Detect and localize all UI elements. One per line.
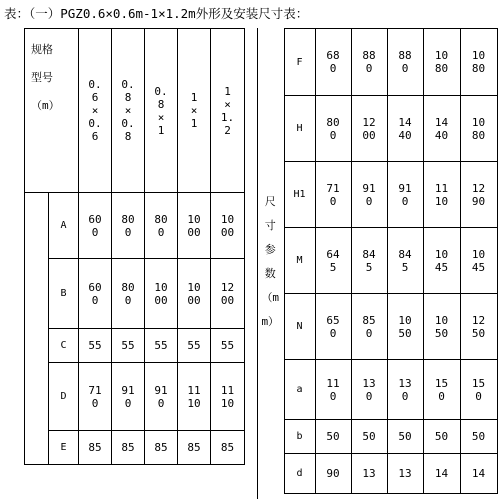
header-text: （m） (31, 99, 60, 112)
value-cell: 10 45 (460, 228, 497, 294)
row-label: A (49, 193, 79, 259)
row-label: d (284, 454, 315, 494)
value-cell: 50 (423, 420, 460, 454)
value-cell: 10 00 (178, 193, 211, 259)
row-label: D (49, 363, 79, 431)
value-cell: 10 80 (460, 96, 497, 162)
value-cell: 13 (351, 454, 387, 494)
table-row (257, 454, 497, 494)
value-cell: 65 0 (315, 294, 351, 360)
value-cell: 11 10 (178, 363, 211, 431)
value-cell: 13 0 (351, 360, 387, 420)
value-cell: 10 00 (145, 259, 178, 329)
table-row (257, 360, 497, 420)
value-cell: 10 45 (423, 228, 460, 294)
value-cell: 85 (211, 431, 245, 465)
dimension-group-label: 尺 寸 参 数 （m m） (257, 29, 284, 494)
value-cell: 55 (79, 329, 112, 363)
row-label: F (284, 29, 315, 96)
value-cell: 60 0 (79, 193, 112, 259)
table-row (25, 431, 245, 465)
value-cell: 12 00 (351, 96, 387, 162)
value-cell: 10 50 (387, 294, 423, 360)
header-row (25, 29, 245, 193)
table-row (257, 29, 497, 96)
row-label: B (49, 259, 79, 329)
model-cell: 1 × 1. 2 (211, 29, 245, 193)
value-cell: 91 0 (112, 363, 145, 431)
value-cell: 11 10 (211, 363, 245, 431)
value-cell: 12 00 (211, 259, 245, 329)
value-cell: 14 (460, 454, 497, 494)
value-cell: 84 5 (351, 228, 387, 294)
header-text: 型号 (31, 71, 53, 84)
value-cell: 71 0 (79, 363, 112, 431)
value-cell: 10 80 (460, 29, 497, 96)
row-label: b (284, 420, 315, 454)
value-cell: 13 (387, 454, 423, 494)
value-cell: 55 (211, 329, 245, 363)
value-cell: 80 0 (112, 259, 145, 329)
spec-model-header (25, 29, 79, 193)
value-cell: 12 90 (460, 162, 497, 228)
value-cell: 91 0 (351, 162, 387, 228)
value-cell: 12 50 (460, 294, 497, 360)
value-cell: 11 10 (423, 162, 460, 228)
model-cell: 0. 8 × 1 (145, 29, 178, 193)
value-cell: 15 0 (460, 360, 497, 420)
value-cell: 90 (315, 454, 351, 494)
table-row (257, 228, 497, 294)
value-cell: 55 (112, 329, 145, 363)
value-cell: 50 (315, 420, 351, 454)
group-spacer (25, 193, 49, 465)
spec-table-right (257, 28, 498, 494)
row-label: M (284, 228, 315, 294)
row-label: H1 (284, 162, 315, 228)
value-cell: 88 0 (351, 29, 387, 96)
value-cell: 85 (178, 431, 211, 465)
value-cell: 71 0 (315, 162, 351, 228)
value-cell: 50 (351, 420, 387, 454)
value-cell: 13 0 (387, 360, 423, 420)
row-label: N (284, 294, 315, 360)
row-label: E (49, 431, 79, 465)
value-cell: 68 0 (315, 29, 351, 96)
value-cell: 80 0 (315, 96, 351, 162)
value-cell: 14 (423, 454, 460, 494)
row-label: C (49, 329, 79, 363)
value-cell: 60 0 (79, 259, 112, 329)
value-cell: 80 0 (145, 193, 178, 259)
value-cell: 55 (145, 329, 178, 363)
value-cell: 85 (112, 431, 145, 465)
value-cell: 15 0 (423, 360, 460, 420)
row-label: H (284, 96, 315, 162)
table-row (25, 193, 245, 259)
value-cell: 10 80 (423, 29, 460, 96)
row-label: a (284, 360, 315, 420)
table-row (25, 363, 245, 431)
value-cell: 85 (79, 431, 112, 465)
value-cell: 14 40 (423, 96, 460, 162)
value-cell: 50 (460, 420, 497, 454)
value-cell: 85 0 (351, 294, 387, 360)
model-cell: 0. 6 × 0. 6 (79, 29, 112, 193)
value-cell: 88 0 (387, 29, 423, 96)
spec-table-left (24, 28, 245, 465)
value-cell: 80 0 (112, 193, 145, 259)
table-row (25, 329, 245, 363)
value-cell: 91 0 (145, 363, 178, 431)
value-cell: 11 0 (315, 360, 351, 420)
value-cell: 10 50 (423, 294, 460, 360)
page-title: 表：（一）PGZ0.6×0.6m-1×1.2m外形及安装尺寸表： (4, 6, 309, 21)
header-text: 规格 (31, 43, 53, 56)
value-cell: 10 00 (178, 259, 211, 329)
value-cell: 14 40 (387, 96, 423, 162)
value-cell: 50 (387, 420, 423, 454)
value-cell: 85 (145, 431, 178, 465)
value-cell: 64 5 (315, 228, 351, 294)
table-row (257, 420, 497, 454)
table-row (25, 259, 245, 329)
table-row (257, 96, 497, 162)
model-cell: 0. 8 × 0. 8 (112, 29, 145, 193)
value-cell: 10 00 (211, 193, 245, 259)
table-row (257, 162, 497, 228)
table-row (257, 294, 497, 360)
model-cell: 1 × 1 (178, 29, 211, 193)
value-cell: 55 (178, 329, 211, 363)
value-cell: 84 5 (387, 228, 423, 294)
value-cell: 91 0 (387, 162, 423, 228)
